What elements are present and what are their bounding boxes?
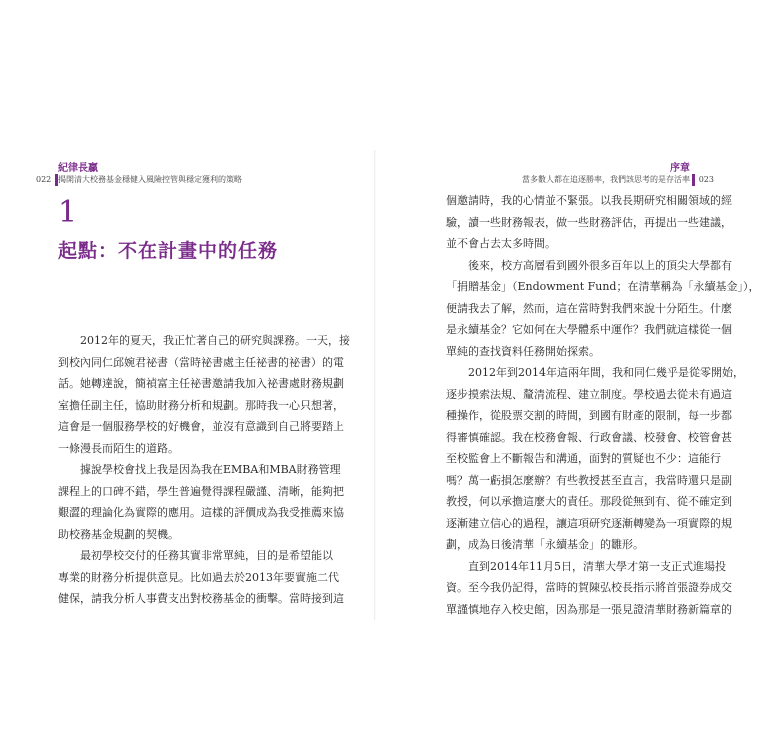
text-line: 嗎？萬一虧損怎麼辦？有些教授甚至直言，我當時還只是副	[446, 473, 732, 487]
chapter-number: 1	[58, 195, 78, 230]
text-line: 這會是一個服務學校的好機會，並沒有意識到自己將要踏上	[58, 420, 344, 433]
left-page-body	[58, 330, 350, 610]
text-line: 專業的財務分析提供意見。比如過去於2013年要實施二代	[58, 570, 339, 584]
left-header-title: 紀律長贏	[58, 163, 98, 174]
left-header-rule	[55, 174, 58, 186]
text-line: 一條漫長而陌生的道路。	[58, 441, 179, 455]
text-line: 後來，校方高層看到國外很多百年以上的頂尖大學都有	[446, 258, 732, 272]
text-line: 2012年到2014年這兩年間，我和同仁幾乎是從零開始，	[446, 366, 744, 379]
right-header-title: 序章	[670, 163, 690, 174]
text-line: 資。至今我仍記得，當時的賀陳弘校長指示將首張證券成交	[446, 581, 732, 594]
text-line: 助校務基金規劃的契機。	[58, 527, 179, 541]
text-line: 種操作，從股票交割的時間，到國有財產的限制，每一步都	[446, 409, 732, 422]
book-spine	[374, 150, 376, 620]
text-line: 課程上的口碑不錯，學生普遍覺得課程嚴謹、清晰，能夠把	[58, 484, 344, 498]
text-line: 2012年的夏天，我正忙著自己的研究與課務。一天，接	[58, 334, 350, 347]
right-header-rule	[692, 174, 695, 186]
text-line: 最初學校交付的任務其實非常單純，目的是希望能以	[58, 549, 333, 562]
right-page-number: 023	[698, 175, 714, 184]
text-line: 便請我去了解，然而，這在當時對我們來說十分陌生。什麼	[446, 301, 732, 315]
text-line: 艱澀的理論化為實際的應用。這樣的評價成為我受推薦來協	[58, 506, 344, 519]
right-header-subtitle: 當多數人都在追逐勝率，我們該思考的是存活率	[522, 175, 690, 184]
text-line: 室擔任副主任，協助財務分析和規劃。那時我一心只想著，	[58, 398, 344, 412]
text-line: 逐步摸索法規、釐清流程、建立制度。學校過去從未有過這	[446, 387, 732, 401]
chapter-title: 起點：不在計畫中的任務	[58, 240, 279, 262]
text-line: 據說學校會找上我是因為我在EMBA和MBA財務管理	[58, 463, 341, 476]
text-line: 並不會占去太多時間。	[446, 237, 556, 250]
left-page-number: 022	[36, 175, 52, 184]
right-page-body	[446, 190, 759, 620]
text-line: 是永續基金？它如何在大學體系中運作？我們就這樣從一個	[446, 323, 732, 336]
text-line: 劃，成為日後清華「永續基金」的雛形。	[446, 538, 644, 551]
text-line: 得審慎確認。我在校務會報、行政會議、校發會、校管會甚	[446, 430, 732, 444]
text-line: 驗，讀一些財務報表，做一些財務評估，再提出一些建議，	[446, 215, 732, 229]
text-line: 個邀請時，我的心情並不緊張。以我長期研究相關領域的經	[446, 194, 732, 207]
text-line: 教授，何以承擔這麼大的責任。那段從無到有、從不確定到	[446, 495, 732, 508]
text-line: 單謹慎地存入校史館，因為那是一張見證清華財務新篇章的	[446, 602, 732, 616]
text-line: 到校內同仁邱婉君祕書（當時祕書處主任祕書的祕書）的電	[58, 355, 344, 369]
text-line: 直到2014年11月5日，清華大學才第一支正式進場投	[446, 559, 726, 573]
text-line: 健保，請我分析人事費支出對校務基金的衝擊。當時接到這	[58, 592, 344, 605]
text-line: 逐漸建立信心的過程，讓這項研究逐漸轉變為一項實際的規	[446, 516, 732, 530]
text-line: 話。她轉達說，簡禎富主任祕書邀請我加入祕書處財務規劃	[58, 377, 344, 390]
text-line: 單純的查找資料任務開始探索。	[446, 344, 600, 358]
text-line: 至校監會上不斷報告和溝通，面對的質疑也不少：這能行	[446, 452, 721, 465]
text-line: 「捐贈基金」（Endowment Fund；在清華稱為「永續基金」），	[446, 280, 759, 293]
left-header-subtitle: 揭開清大校務基金穩健入風險控管與穩定獲利的策略	[58, 175, 242, 184]
